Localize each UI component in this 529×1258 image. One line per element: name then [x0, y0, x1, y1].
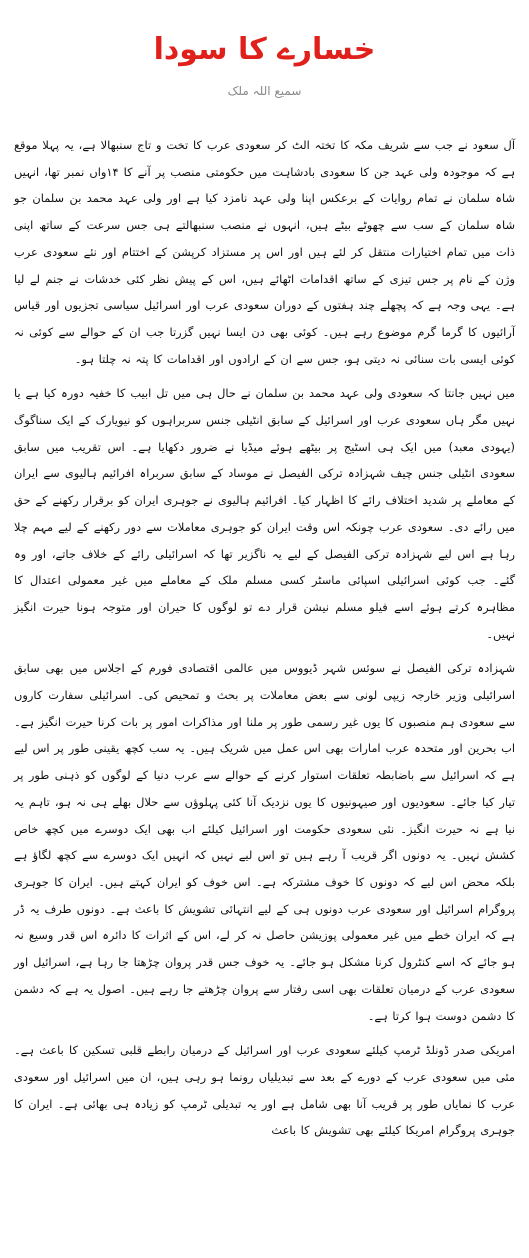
article-body — [14, 132, 515, 1144]
article-title: خسارے کا سودا — [153, 32, 376, 67]
author-byline: سمیع اللہ ملک — [227, 84, 302, 98]
article-paragraph: شہزادہ ترکی الفیصل نے سوئس شہر ڈیووس میں عالمی اقتصادی فورم کے اجلاس میں بھی سابق اسرائیلی وزیر خارجہ زیپی لونی سے بعض معاملات پر بحث و تمحیص کی۔ اسرائیلی سفارت کاروں سے سعودی ہم منصبوں کا یوں غیر رسمی طور پر ملنا اور مذاکرات امور پر بات کرنا حیرت انگیز ہے۔ اب بحرین اور متحدہ عرب امارات بھی اس عمل میں شریک ہیں۔ یہ سب کچھ یقینی طور پر اس لیے ہے کہ اسرائیل سے باضابطہ تعلقات استوار کرنے کے حوالے سے عرب دنیا کے لوگوں کو ذہنی طور پر تیار کیا جائے۔ سعودیوں اور صیہونیوں کا یوں نزدیک آنا کئی پہلوؤں سے حلال بھلے ہی نہ ہو، تاہم یہ نیا ہے نہ حیرت انگیز۔ نئی سعودی حکومت اور اسرائیل کیلئے اب بھی ایک دوسرے میں کچھ خاص کشش نہیں۔ یہ دونوں اگر قریب آ رہے ہیں تو اس لیے نہیں کہ انہیں ایک دوسرے سے کچھ لگاؤ ہے بلکہ محض اس لیے کہ دونوں کا خوف مشترکہ ہے۔ اس خوف کو ایران کہتے ہیں۔ ایران کا جوہری پروگرام اسرائیل اور سعودی عرب دونوں ہی کے لیے انتہائی تشویش کا باعث ہے۔ دونوں طرف یہ ڈر ہے کہ ایران خطے میں غیر معمولی پوزیشن حاصل نہ کر لے، اس کے اثرات کا دائرہ اس قدر وسیع نہ ہو جائے کہ اسے کنٹرول کرنا مشکل ہو جائے۔ یہ خوف جس قدر پروان چڑھتا جا رہا ہے، اسرائیل اور سعودی عرب کے درمیان تعلقات بھی اسی رفتار سے پروان چڑھتے جا رہے ہیں۔ اصول یہ ہے کہ دشمن کا دشمن دوست ہوا کرتا ہے۔ — [14, 661, 515, 1023]
article-paragraph: آل سعود نے جب سے شریف مکہ کا تختہ الٹ کر سعودی عرب کا تخت و تاج سنبھالا ہے، یہ پہلا موقع ہے کہ موجودہ ولی عہد جن کا سعودی بادشاہت میں حکومتی منصب پر آنے کا ۱۴واں نمبر تھا، انہیں شاہ سلمان نے تمام روایات کے برعکس اپنا ولی عہد نامزد کیا ہے اور ولی عہد محمد بن سلمان جو شاہ سلمان کے سب سے چھوٹے بیٹے ہیں، انہوں نے منصب سنبھالتے ہی جس سرعت کے ساتھ اپنی ذات میں تمام اختیارات منتقل کر لئے ہیں اور اس پر مستزاد کرپشن کے اختتام اور نئے سعودی عرب وژن کے نام پر جس تیزی کے ساتھ اقدامات اٹھائے ہیں، اس کے پیش نظر کئی خدشات نے جنم لے لیا ہے۔ یہی وجہ ہے کہ پچھلے چند ہفتوں کے دوران سعودی عرب اور اسرائیل سیاسی تجزیوں اور قیاس آرائیوں کا گرما گرم موضوع رہے ہیں۔ کوئی بھی دن ایسا نہیں گزرتا جب ان کے حوالے سے کوئی نہ کوئی ایسی بات سنائی نہ دیتی ہو، جس سے ان کے ارادوں اور اقدامات کا پتہ نہ چلتا ہو۔ — [14, 138, 515, 366]
article-paragraph: امریکی صدر ڈونلڈ ٹرمپ کیلئے سعودی عرب اور اسرائیل کے درمیان رابطے قلبی تسکین کا باعث ہے۔ مئی میں سعودی عرب کے دورے کے بعد سے تبدیلیاں رونما ہو رہی ہیں، ان میں اسرائیل اور سعودی عرب کا نمایاں طور پر قریب آنا بھی شامل ہے اور یہ تبدیلی ٹرمپ کو زیادہ ہی بھائی ہے۔ ایران کا جوہری پروگرام امریکا کیلئے بھی تشویش کا باعث — [14, 1043, 515, 1138]
article-paragraph: میں نہیں جانتا کہ سعودی ولی عہد محمد بن سلمان نے حال ہی میں تل ابیب کا خفیہ دورہ کیا ہے یا نہیں مگر ہاں سعودی عرب اور اسرائیل کے سابق انٹیلی جنس سربراہوں کو نیویارک کے ایک سناگوگ (یہودی معبد) میں ایک ہی اسٹیج پر بیٹھے ہوئے میڈیا نے ضرور دکھایا ہے۔ اس تقریب میں سابق سعودی انٹیلی جنس چیف شہزادہ ترکی الفیصل نے موساد کے سابق سربراہ افرائیم ہالیوی سے ایران کے معاملے پر شدید اختلاف رائے کا اظہار کیا۔ افرائیم ہالیوی نے جوہری ایران کو برقرار رکھنے کے حق میں رائے دی۔ سعودی عرب چونکہ اس وقت ایران کو جوہری معاملات سے دور رکھنے کے لیے مہم چلا رہا ہے اس لیے شہزادہ ترکی الفیصل کے لیے یہ ناگزیر تھا کہ اسرائیلی رائے کے خلاف جاتے، اور وہ گئے۔ جب کوئی اسرائیلی اسپائی ماسٹر کسی مسلم ملک کے معاملے میں غیر معمولی اعتدال کا مظاہرہ کرتے ہوئے اسے فیلو مسلم نیشن قرار دے تو لوگوں کا حیران اور متوجہ ہونا حیرت انگیز نہیں۔ — [14, 386, 515, 641]
